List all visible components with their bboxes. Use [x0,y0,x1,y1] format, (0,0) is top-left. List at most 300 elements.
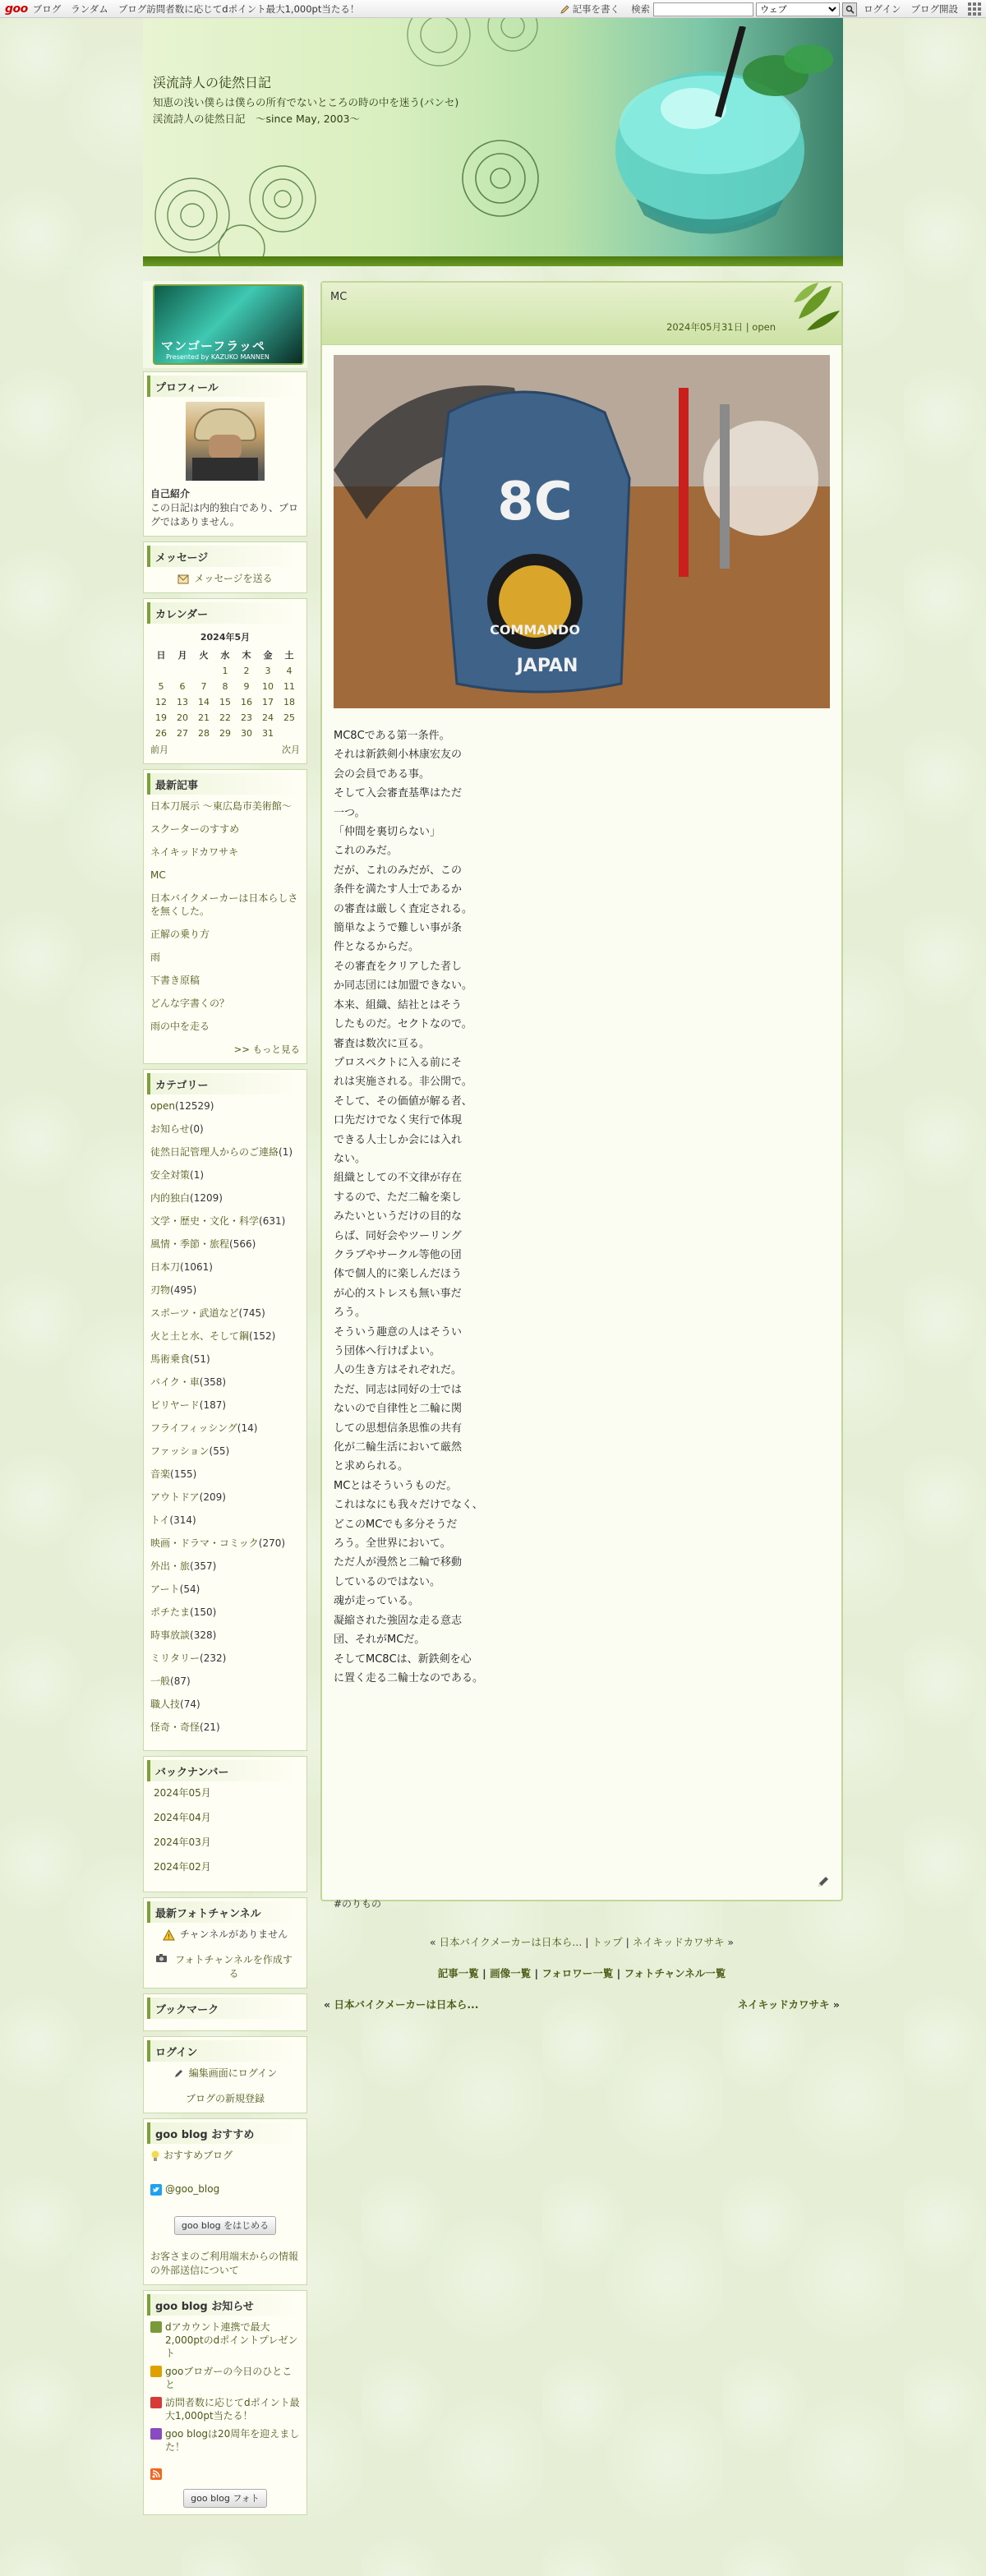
category-count: (55) [209,1445,230,1457]
calendar-day-cell [214,710,236,726]
category-link[interactable]: お知らせ [150,1123,190,1135]
calendar-week [150,694,300,710]
category-count: (631) [259,1215,286,1227]
category-link[interactable]: 職人技 [150,1698,181,1710]
pencil-icon [560,4,570,15]
category-count: (1) [190,1169,205,1181]
news-link[interactable]: 訪問者数に応じてdポイント最大1,000pt当たる！ [165,2397,300,2422]
calendar-day-cell [279,679,300,694]
category-link[interactable]: スポーツ・武道など [150,1307,239,1319]
article-title: MC [330,291,348,303]
bookmark-heading: ブックマーク [147,1998,303,2019]
meta-separator: | [743,321,753,333]
recent-post-link[interactable]: 日本バイクメーカーは日本らしさを無くした。 [150,892,298,917]
category-heading: カテゴリー [147,1073,303,1094]
calendar-day-cell [193,694,214,710]
calendar-day-cell [193,710,214,726]
blog-title[interactable]: 渓流詩人の徒然日記 [153,75,272,90]
category-count: (12529) [174,1100,214,1112]
write-post-label: 記事を書く [572,3,620,15]
image-list-link[interactable]: 画像一覧 [490,1967,532,1979]
calendar-weekday: 月 [177,649,187,661]
calendar-day-link[interactable]: 1 [222,666,228,676]
search-label: 検索 [631,3,651,15]
vest-text: 8C [497,472,573,532]
news-list [150,2320,300,2454]
envelope-icon [177,574,189,584]
news-link[interactable]: dアカウント連携で最大2,000ptのdポイントプレゼント [165,2321,298,2359]
category-item [150,1445,300,1459]
article-date-link[interactable]: 2024年05月31日 [666,321,744,333]
category-count: (495) [170,1284,197,1296]
news-link[interactable]: goo blogは20周年を迎えました！ [165,2428,300,2453]
category-link[interactable]: ミリタリー [150,1652,200,1664]
category-link[interactable]: ファッション [150,1445,210,1457]
calendar-day-link[interactable]: 21 [198,712,210,723]
recent-post-item [150,1020,300,1033]
login-module [143,2036,307,2113]
calendar-day-link[interactable]: 5 [158,681,164,692]
calendar-day-link[interactable]: 10 [262,681,274,692]
category-link[interactable]: 火と土と水、そして鋼 [150,1330,250,1342]
recent-post-link[interactable]: MC [150,869,166,881]
calendar-day-link[interactable]: 25 [283,712,295,723]
calendar-day-cell [193,663,214,679]
calendar-day-cell [172,694,193,710]
category-module [143,1069,307,1751]
apps-grid-icon[interactable] [968,2,981,16]
lace-decoration [143,141,357,256]
calendar-week [150,726,300,741]
calendar-day-cell [150,679,172,694]
category-count: (74) [180,1698,200,1710]
calendar-day-link[interactable]: 16 [241,697,252,707]
calendar-day-link[interactable]: 6 [179,681,186,692]
news-module [143,2290,307,2515]
calendar-day-link[interactable]: 17 [262,697,274,707]
frappe-glass-illustration [603,26,841,256]
article-body [322,345,841,1920]
category-link[interactable]: 映画・ドラマ・コミック [150,1537,259,1549]
news-icon [150,2321,162,2333]
thumbnail-caption: マンゴーフラッペ [161,339,265,353]
promo-link[interactable]: ブログ訪問者数に応じてdポイント最大1,000pt当たる！ [117,2,360,15]
category-link[interactable]: 内的独白 [150,1192,191,1204]
category-link[interactable]: バイク・車 [150,1376,200,1388]
recent-posts-heading: 最新記事 [147,773,303,795]
recent-post-link[interactable]: 雨 [150,952,161,963]
category-item [150,1145,300,1159]
category-link[interactable]: 音楽 [150,1468,171,1480]
blog-thumbnail[interactable] [153,284,304,365]
calendar-prev-link[interactable]: 前月 [150,744,168,755]
calendar-weekday: 金 [263,649,273,661]
recent-post-link[interactable]: 正解の乗り方 [150,929,210,940]
calendar-month: 2024年5月 [200,632,251,643]
category-item [150,1537,300,1551]
calendar-day-cell [150,726,172,741]
message-module [143,541,307,593]
twitter-icon [150,2184,162,2196]
recent-post-item [150,892,300,918]
prev-post-bottom-link[interactable]: 日本バイクメーカーは日本ら... [334,1998,479,2011]
category-count: (150) [190,1606,217,1618]
backnumber-link[interactable]: 2024年04月 [154,1812,211,1823]
calendar-weekday: 水 [220,649,230,661]
category-link[interactable]: 風情・季節・旅程 [150,1238,230,1250]
next-post-bottom-link[interactable]: ネイキッドカワサキ [737,1998,830,2011]
profile-intro-label: 自己紹介 [150,488,191,500]
calendar-day-link[interactable]: 24 [262,712,274,723]
category-link[interactable]: 徒然日記管理人からのご連絡 [150,1146,279,1158]
no-channel-text: チャンネルがありません [179,1929,288,1940]
category-count: (209) [199,1491,226,1503]
calendar-day-cell [236,679,257,694]
calendar-day-cell [257,663,279,679]
category-item [150,1629,300,1643]
category-link[interactable]: 安全対策 [150,1169,191,1181]
category-item [150,1399,300,1412]
calendar-day-cell [150,663,172,679]
profile-module [143,371,307,537]
top-toolbar [0,0,986,18]
calendar-weekday: 日 [156,649,166,661]
send-message-link[interactable]: メッセージを送る [194,573,273,584]
category-item [150,1721,300,1735]
category-count: (328) [190,1629,217,1641]
calendar-day-cell [150,710,172,726]
category-item [150,1560,300,1574]
calendar-day-link[interactable]: 30 [241,728,252,739]
main-content [320,281,843,2011]
calendar-day-cell [257,726,279,741]
calendar-day-cell [172,726,193,741]
article-meta [666,320,776,334]
pencil-icon [173,2068,184,2079]
recent-post-link[interactable]: ネイキッドカワサキ [150,846,239,858]
category-count: (358) [199,1376,227,1388]
category-item [150,1698,300,1712]
calendar-week [150,710,300,726]
backnumber-item [150,1786,300,1800]
calendar-day-cell [236,694,257,710]
category-count: (232) [200,1652,227,1664]
category-item [150,1260,300,1274]
profile-heading: プロフィール [147,376,303,397]
photo-channel-module [143,1897,307,1988]
goo-blog-photo-button[interactable]: goo blog フォト [183,2489,267,2508]
category-count: (1061) [180,1261,213,1273]
category-count: (187) [199,1399,227,1411]
calendar-day-link[interactable]: 4 [286,666,293,676]
category-count: (152) [249,1330,276,1342]
edit-login-link[interactable]: 編集画面にログイン [188,2067,278,2079]
camera-icon [155,1953,168,1963]
category-count: (87) [170,1675,191,1687]
calendar-day-link[interactable]: 26 [155,728,167,739]
recent-posts-module [143,769,307,1064]
category-list [150,1099,300,1735]
recent-post-link[interactable]: 日本刀展示 ～東広島市美術館～ [150,800,292,812]
category-item [150,1652,300,1666]
category-item [150,1376,300,1389]
backnumber-item [150,1811,300,1825]
login-heading: ログイン [147,2040,303,2062]
category-link[interactable]: 時事放談 [150,1629,191,1641]
category-link[interactable]: アート [150,1583,180,1595]
category-item [150,1122,300,1136]
search-submit-button[interactable] [842,2,857,16]
header-divider [143,256,843,266]
recent-posts-list [150,800,300,1033]
backnumber-item [150,1860,300,1874]
thumbnail-subcaption: Presented by KAZUKO MANNEN [166,353,270,361]
calendar-day-cell [214,679,236,694]
category-item [150,1468,300,1482]
vest-patch-text: COMMANDO [490,622,580,638]
calendar-heading: カレンダー [147,602,303,624]
category-count: (357) [190,1560,217,1572]
lightbulb-icon [150,2150,160,2162]
category-link[interactable]: 馬術乗食 [150,1353,191,1365]
news-icon [150,2366,162,2377]
calendar-day-link[interactable]: 18 [283,697,295,707]
login-link[interactable]: ログイン [864,3,901,15]
top-link[interactable]: トップ [592,1936,623,1948]
search-icon [845,5,855,14]
recent-post-item [150,974,300,987]
recommend-blog-link[interactable]: おすすめブログ [164,2150,233,2161]
category-item [150,1214,300,1228]
category-link[interactable]: open [150,1100,175,1112]
calendar-day-link[interactable]: 14 [198,697,210,707]
list-links: 記事一覧 | 画像一覧 | フォロワー一覧 | フォトチャンネル一覧 [437,1967,726,1979]
next-post-link[interactable]: ネイキッドカワサキ [632,1936,725,1948]
category-count: (0) [189,1123,204,1135]
calendar-day-link[interactable]: 3 [265,666,271,676]
category-item [150,1306,300,1320]
open-blog-link[interactable]: ブログ開設 [910,3,958,15]
news-link[interactable]: gooブロガーの今日のひとこと [165,2366,293,2390]
calendar-day-cell [257,679,279,694]
article-text: MC8Cである第一条件。 それは新鉄剣小林康宏友の 会の会員である事。 そして入会審査基準はただ 一つ。 「仲間を裏切らない」 これのみだ。 だが、これのみだが、この 条件を満たす人士であるか の審査は厳しく査定される。 簡単なようで難しい事が条 件となるからだ。 その審査をクリアした者し か同志団には加盟できない。 本来、組織、結社とはそう したものだ。セクトなので。 審査は数次に亘る。 プロスペクトに入る前にそ れは実施される。非公開で。 そして、その価値が解る者、 口先だけでなく実行で体現 できる人士しか会には入れ ない。 組織としての不文律が存在 するので、ただ二輪を楽し みたいというだけの目的な らば、同好会やツーリング クラブやサークル等他の団 体で個人的に楽しんだほう が心的ストレスも無い事だ ろう。 そういう趣意の人はそうい う団体へ行けばよい。 人の生き方はそれぞれだ。 ただ、同志は同好の士では ないので自律性と二輪に関 しての思想信条思惟の共有 化が二輪生活において厳然 と求められる。 MCとはそういうものだ。 これはなにも我々だけでなく、 どこのMCでも多分そうだ ろう。全世界において。 ただ人が漫然と二輪で移動 しているのではない。 魂が走っている。 凝縮された強固な走る意志 団、それがMCだ。 そしてMC8Cは、新鉄剣を心 に置く走る二輪士なのである。 [334,730,484,1684]
start-goo-blog-button[interactable]: goo blog をはじめる [174,2216,276,2235]
recent-post-item [150,800,300,813]
category-link[interactable]: 文学・歴史・文化・科学 [150,1215,260,1227]
news-item [150,2396,300,2422]
calendar-day-link[interactable]: 23 [241,712,252,723]
category-link[interactable]: 日本刀 [150,1261,181,1273]
category-link[interactable]: 刃物 [150,1284,171,1296]
category-item [150,1283,300,1297]
nav-blog[interactable]: ブログ [32,2,62,15]
nav-random[interactable]: ランダム [71,2,108,15]
blog-header-banner [143,18,843,256]
backnumber-list [150,1786,300,1874]
vest-rocker-text: JAPAN [516,656,578,676]
category-item [150,1491,300,1505]
recent-post-item [150,823,300,836]
write-post-button[interactable] [560,2,620,16]
photo-channel-heading: 最新フォトチャンネル [147,1901,303,1923]
category-item [150,1606,300,1620]
svg-text:!: ! [167,1933,170,1940]
calendar-day-link[interactable]: 12 [155,697,167,707]
news-icon [150,2428,162,2440]
thumb-box [143,281,307,368]
category-item [150,1168,300,1182]
calendar-day-cell [257,710,279,726]
category-count: (14) [237,1422,258,1434]
blog-description: 知恵の浅い僕らは僕らの所有でないところの時の中を迷う(パンセ) 渓流詩人の徒然日記 ～since May, 2003～ [153,96,469,125]
calendar-day-link[interactable]: 8 [222,681,228,692]
category-item [150,1422,300,1435]
category-link[interactable]: 怪奇・奇怪 [150,1721,200,1733]
calendar-day-cell [236,663,257,679]
category-count: (54) [179,1583,200,1595]
recent-post-link[interactable]: 雨の中を走る [150,1021,210,1032]
backnumber-heading: バックナンバー [147,1760,303,1781]
article-header [322,283,841,345]
calendar-weekday: 木 [242,649,251,661]
recent-post-item [150,846,300,859]
post-pager: « 日本バイクメーカーは日本ら... | トップ | ネイキッドカワサキ » [429,1936,735,1948]
recent-post-link[interactable]: どんな字書くの？ [150,998,230,1009]
warning-icon [163,1929,175,1941]
calendar-day-cell [172,663,193,679]
rss-icon[interactable] [150,2468,162,2480]
article-photo[interactable] [334,355,830,708]
category-link[interactable]: 一般 [150,1675,171,1687]
bookmark-module [143,1993,307,2031]
calendar-table [150,629,300,741]
category-count: (1) [279,1146,293,1158]
article-tag[interactable]: #のりもの [334,1898,382,1910]
category-count: (51) [190,1353,210,1365]
create-photo-channel-link[interactable]: フォトチャンネルを作成する [175,1954,293,1979]
calendar-day-cell [193,726,214,741]
twitter-link[interactable]: @goo_blog [165,2183,220,2195]
calendar-day-link[interactable]: 2 [243,666,250,676]
category-item [150,1353,300,1366]
article [320,281,843,1910]
edit-pen-icon[interactable] [817,1875,830,1888]
category-count: (745) [238,1307,265,1319]
calendar-module [143,598,307,764]
category-count: (1209) [190,1192,223,1204]
category-item [150,1514,300,1528]
category-item [150,1191,300,1205]
calendar-weekday: 土 [284,649,294,661]
motorcycle-vest-image [334,355,830,708]
lace-decoration-top [389,18,554,100]
calendar-day-cell [279,726,300,741]
category-link[interactable]: ポチたま [150,1606,191,1618]
category-link[interactable]: トイ [150,1514,170,1526]
calendar-next-link[interactable]: 次月 [282,744,300,755]
calendar-day-link[interactable]: 9 [243,681,250,692]
sidebar [143,281,307,2520]
calendar-day-link[interactable]: 19 [155,712,167,723]
profile-avatar[interactable] [186,402,265,481]
backnumber-link[interactable]: 2024年05月 [154,1787,211,1799]
calendar-day-cell [214,726,236,741]
calendar-day-link[interactable]: 27 [177,728,188,739]
backnumber-link[interactable]: 2024年02月 [154,1861,211,1873]
calendar-day-cell [279,663,300,679]
photo-channel-list-link[interactable]: フォトチャンネル一覧 [624,1967,726,1979]
external-transmission-notice-link[interactable]: お客さまのご利用端末からの情報の外部送信について [150,2251,299,2276]
category-item [150,1329,300,1343]
recent-post-link[interactable]: スクーターのすすめ [150,823,240,835]
category-link[interactable]: ビリヤード [150,1399,200,1411]
recent-post-link[interactable]: 下書き原稿 [150,975,200,986]
news-heading: goo blog お知らせ [147,2294,303,2316]
recent-more-link[interactable]: >> もっと見る [233,1044,300,1055]
calendar-day-cell [236,710,257,726]
calendar-day-cell [172,679,193,694]
article-list-link[interactable]: 記事一覧 [437,1967,479,1979]
prev-post-link[interactable]: 日本バイクメーカーは日本ら... [439,1936,583,1948]
message-heading: メッセージ [147,546,303,567]
category-count: (566) [229,1238,256,1250]
goo-logo[interactable]: goo [5,2,28,16]
calendar-day-link[interactable]: 15 [219,697,231,707]
recommend-module [143,2118,307,2285]
flower-decoration [455,133,546,223]
calendar-weekday: 火 [199,649,209,661]
category-count: (155) [170,1468,197,1480]
news-item [150,2427,300,2454]
calendar-day-link[interactable]: 13 [177,697,188,707]
calendar-week [150,663,300,679]
category-link[interactable]: アウトドア [150,1491,200,1503]
calendar-day-cell [150,694,172,710]
calendar-week [150,679,300,694]
calendar-day-link[interactable]: 28 [198,728,210,739]
backnumber-link[interactable]: 2024年03月 [154,1836,211,1848]
calendar-day-cell [193,679,214,694]
calendar-day-link[interactable]: 20 [177,712,188,723]
backnumber-module [143,1756,307,1892]
calendar-day-link[interactable]: 31 [262,728,274,739]
register-blog-link[interactable]: ブログの新規登録 [185,2093,265,2104]
calendar-day-link[interactable]: 29 [219,728,231,739]
recent-post-item [150,869,300,882]
category-link[interactable]: フライフィッシング [150,1422,237,1434]
category-link[interactable]: 外出・旅 [150,1560,191,1572]
search-input[interactable] [653,2,753,16]
calendar-day-link[interactable]: 7 [200,681,207,692]
recent-post-item [150,951,300,964]
category-count: (270) [258,1537,286,1549]
news-icon [150,2397,162,2408]
recent-post-item [150,997,300,1010]
follower-list-link[interactable]: フォロワー一覧 [541,1967,614,1979]
news-item [150,2365,300,2391]
prev-next-nav: « 日本バイクメーカーは日本ら... ネイキッドカワサキ » [324,1998,840,2011]
calendar-day-cell [279,710,300,726]
calendar-day-cell [214,663,236,679]
calendar-day-link[interactable]: 22 [219,712,231,723]
article-category-link[interactable]: open [752,321,776,333]
calendar-day-link[interactable]: 11 [283,681,295,692]
profile-intro-text: この日記は内的独白であり、ブログではありません。 [150,502,299,528]
search-scope-select[interactable] [756,2,840,16]
news-item [150,2320,300,2360]
calendar-day-cell [257,694,279,710]
recent-post-item [150,928,300,941]
